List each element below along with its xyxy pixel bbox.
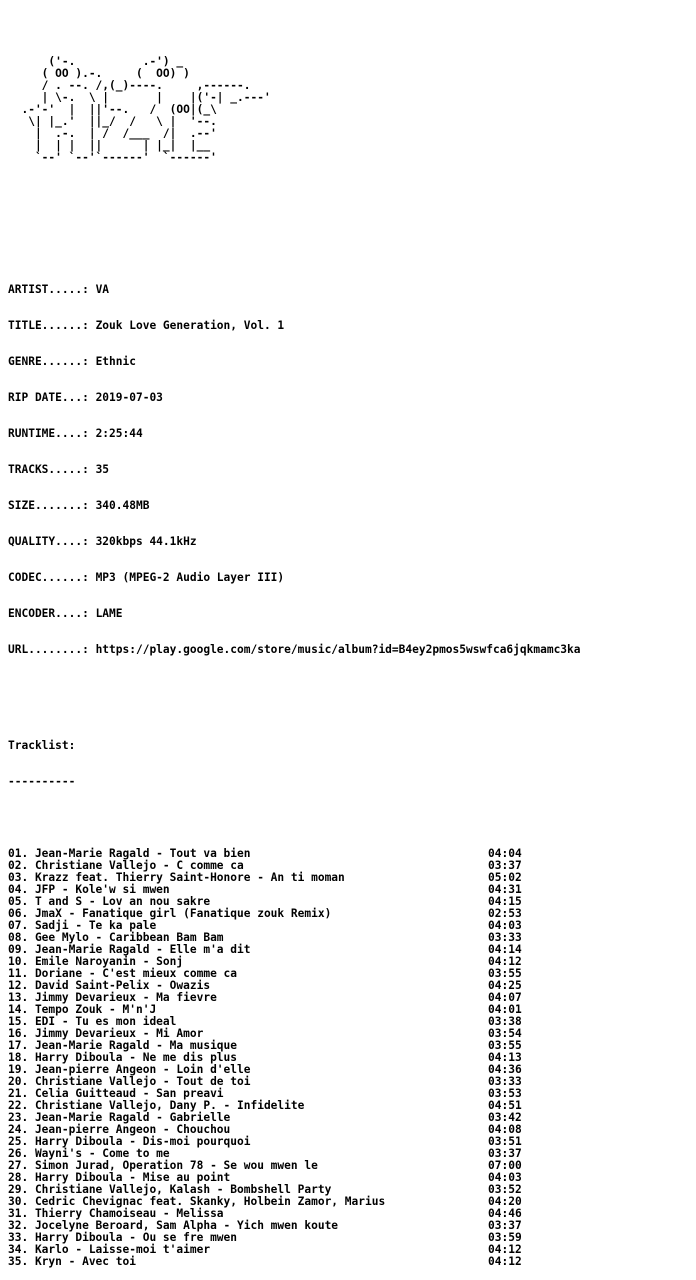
track-duration: 04:51: [488, 1099, 522, 1112]
track-duration: 04:25: [488, 979, 522, 992]
track-duration: 03:37: [488, 1147, 522, 1160]
field-tracks: TRACKS.....: 35: [8, 463, 110, 476]
track-title: 32. Jocelyne Beroard, Sam Alpha - Yich mwen koute: [8, 1219, 339, 1232]
track-title: 15. EDI - Tu es mon ideal: [8, 1015, 177, 1028]
track-duration: 04:03: [488, 919, 522, 932]
track-duration: 04:46: [488, 1207, 522, 1220]
field-encoder: ENCODER....: LAME: [8, 607, 123, 620]
track-title: 08. Gee Mylo - Caribbean Bam Bam: [8, 931, 224, 944]
track-title: 33. Harry Diboula - Ou se fre mwen: [8, 1231, 238, 1244]
track-title: 03. Krazz feat. Thierry Saint-Honore - An ti moman: [8, 871, 345, 884]
spacer: [8, 704, 581, 716]
track-duration: 03:37: [488, 859, 522, 872]
track-title: 28. Harry Diboula - Mise au point: [8, 1171, 231, 1184]
track-duration: 04:12: [488, 1255, 522, 1268]
track-duration: 04:36: [488, 1063, 522, 1076]
track-duration: 04:20: [488, 1195, 522, 1208]
track-title: 02. Christiane Vallejo - C comme ca: [8, 859, 244, 872]
field-codec: CODEC......: MP3 (MPEG-2 Audio Layer III): [8, 571, 285, 584]
field-title: TITLE......: Zouk Love Generation, Vol. 1: [8, 319, 285, 332]
track-title: 20. Christiane Vallejo - Tout de toi: [8, 1075, 251, 1088]
track-title: 23. Jean-Marie Ragald - Gabrielle: [8, 1111, 231, 1124]
track-title: 22. Christiane Vallejo, Dany P. - Infidelite: [8, 1099, 305, 1112]
track-title: 16. Jimmy Devarieux - Mi Amor: [8, 1027, 204, 1040]
track-title: 24. Jean-pierre Angeon - Chouchou: [8, 1123, 231, 1136]
track-title: 06. JmaX - Fanatique girl (Fanatique zouk Remix): [8, 907, 332, 920]
field-runtime: RUNTIME....: 2:25:44: [8, 427, 143, 440]
track-title: 31. Thierry Chamoiseau - Melissa: [8, 1207, 224, 1220]
track-duration: 04:01: [488, 1003, 522, 1016]
track-duration: 04:03: [488, 1171, 522, 1184]
track-duration: 03:52: [488, 1183, 522, 1196]
track-duration: 04:08: [488, 1123, 522, 1136]
release-info: [8, 260, 581, 680]
track-duration: 03:33: [488, 1075, 522, 1088]
track-duration: 04:12: [488, 955, 522, 968]
tracklist-rule: ----------: [8, 775, 76, 788]
track-title: 21. Celia Guitteaud - San preavi: [8, 1087, 224, 1100]
track-title: 17. Jean-Marie Ragald - Ma musique: [8, 1039, 238, 1052]
field-url: URL........: https://play.google.com/store/music/album?id=B4ey2pmos5wswfca6jqkmamc3ka: [8, 643, 581, 656]
tracklist-heading: Tracklist:: [8, 739, 76, 752]
track-duration: 03:55: [488, 1039, 522, 1052]
track-title: 30. Cedric Chevignac feat. Skanky, Holbein Zamor, Marius: [8, 1195, 386, 1208]
track-duration: 04:07: [488, 991, 522, 1004]
track-title: 35. Kryn - Avec toi: [8, 1255, 136, 1268]
track-duration: 03:33: [488, 931, 522, 944]
track-title: 19. Jean-pierre Angeon - Loin d'elle: [8, 1063, 251, 1076]
track-duration: 04:31: [488, 883, 522, 896]
track-duration: 03:55: [488, 967, 522, 980]
track-title: 10. Emile Naroyanin - Sonj: [8, 955, 184, 968]
track-title: 13. Jimmy Devarieux - Ma fievre: [8, 991, 217, 1004]
track-row: [8, 1256, 581, 1268]
track-duration: 05:02: [488, 871, 522, 884]
track-title: 04. JFP - Kole'w si mwen: [8, 883, 170, 896]
track-title: 18. Harry Diboula - Ne me dis plus: [8, 1051, 238, 1064]
track-title: 27. Simon Jurad, Operation 78 - Se wou mwen le: [8, 1159, 318, 1172]
track-duration: 04:13: [488, 1051, 522, 1064]
track-title: 29. Christiane Vallejo, Kalash - Bombshell Party: [8, 1183, 332, 1196]
track-duration: 03:59: [488, 1231, 522, 1244]
track-duration: 07:00: [488, 1159, 522, 1172]
tracklist: [8, 848, 581, 1268]
track-title: 01. Jean-Marie Ragald - Tout va bien: [8, 847, 251, 860]
track-duration: 04:14: [488, 943, 522, 956]
track-title: 05. T and S - Lov an nou sakre: [8, 895, 211, 908]
track-duration: 03:37: [488, 1219, 522, 1232]
track-duration: 02:53: [488, 907, 522, 920]
track-duration: 03:53: [488, 1087, 522, 1100]
field-artist: ARTIST.....: VA: [8, 283, 110, 296]
track-duration: 04:12: [488, 1243, 522, 1256]
track-duration: 03:42: [488, 1111, 522, 1124]
track-duration: 03:54: [488, 1027, 522, 1040]
track-title: 14. Tempo Zouk - M'n'J: [8, 1003, 157, 1016]
spacer: [8, 188, 581, 200]
track-title: 07. Sadji - Te ka pale: [8, 919, 157, 932]
track-duration: 04:15: [488, 895, 522, 908]
field-rip-date: RIP DATE...: 2019-07-03: [8, 391, 163, 404]
field-size: SIZE.......: 340.48MB: [8, 499, 150, 512]
field-quality: QUALITY....: 320kbps 44.1kHz: [8, 535, 197, 548]
track-title: 11. Doriane - C'est mieux comme ca: [8, 967, 238, 980]
track-title: 09. Jean-Marie Ragald - Elle m'a dit: [8, 943, 251, 956]
track-duration: 03:38: [488, 1015, 522, 1028]
spacer: [8, 812, 581, 824]
track-duration: 04:04: [488, 847, 522, 860]
track-title: 12. David Saint-Pelix - Owazis: [8, 979, 211, 992]
nfo-document: [8, 32, 581, 1280]
ascii-logo: ('-. .-') _ ( OO ).-. ( OO) ) / . --. /,(_)----. ,------. | \-. \ | | |('-| _.---' .-'-' | ||'--. / (OO|(_\ \| |_.' ||_/ / \ | '--. | .-. | / /___ /| .--' | | | || | |_| |__ `--' `--'`------' `------': [21, 55, 271, 164]
track-title: 34. Karlo - Laisse-moi t'aimer: [8, 1243, 211, 1256]
track-title: 25. Harry Diboula - Dis-moi pourquoi: [8, 1135, 251, 1148]
track-duration: 03:51: [488, 1135, 522, 1148]
spacer: [8, 224, 581, 236]
field-genre: GENRE......: Ethnic: [8, 355, 136, 368]
track-title: 26. Wayni's - Come to me: [8, 1147, 170, 1160]
